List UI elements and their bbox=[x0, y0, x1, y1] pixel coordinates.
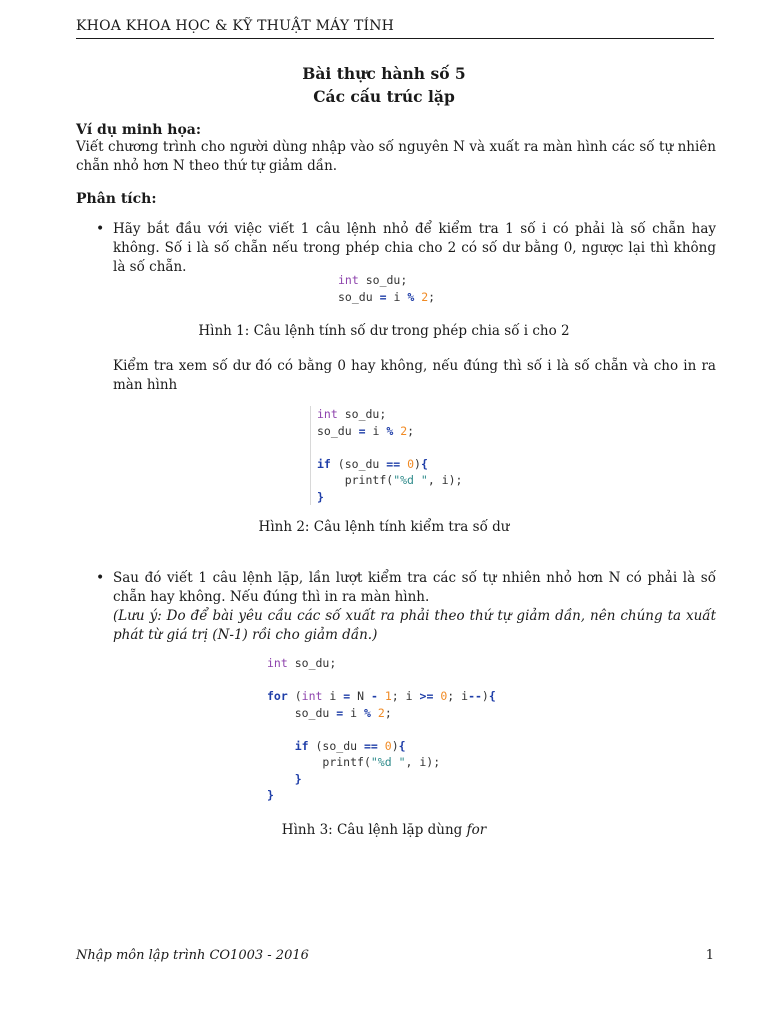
figure-3-caption-keyword: for bbox=[466, 822, 487, 838]
example-heading: Ví dụ minh họa: bbox=[76, 122, 202, 138]
code-figure-3: int so_du; for (int i = N - 1; i >= 0; i--){ so_du = i % 2; if (so_du == 0){ printf("%d ", i); } } bbox=[267, 656, 496, 802]
figure-2-caption: Hình 2: Câu lệnh tính kiểm tra số dư bbox=[258, 519, 510, 535]
bullet-2-text bbox=[113, 569, 716, 645]
figure-1-caption: Hình 1: Câu lệnh tính số dư trong phép chia số i cho 2 bbox=[198, 323, 570, 339]
example-text: Viết chương trình cho người dùng nhập vào số nguyên N và xuất ra màn hình các số tự nhiên chẵn nhỏ hơn N theo thứ tự giảm dần. bbox=[76, 139, 716, 174]
bullet-2-note: (Lưu ý: Do để bài yêu cầu các số xuất ra phải theo thứ tự giảm dần, nên chúng ta xuất phát từ giá trị (N-1) rồi cho giảm dần.) bbox=[113, 608, 716, 643]
bullet-marker: • bbox=[96, 570, 105, 586]
code-figure-1: int so_du; so_du = i % 2; bbox=[338, 273, 436, 304]
code-figure-2: int so_du; so_du = i % 2; if (so_du == 0){ printf("%d ", i); } bbox=[310, 406, 462, 505]
figure-3-caption bbox=[0, 822, 768, 838]
footer-course: Nhập môn lập trình CO1003 - 2016 bbox=[76, 948, 309, 963]
running-header: KHOA KHOA HỌC & KỸ THUẬT MÁY TÍNH bbox=[76, 18, 714, 39]
bullet-marker: • bbox=[96, 221, 105, 237]
check-text: Kiểm tra xem số dư đó có bằng 0 hay không, nếu đúng thì số i là số chẵn và cho in ra màn hình bbox=[113, 358, 716, 393]
figure-3-caption-prefix: Hình 3: Câu lệnh lặp dùng bbox=[281, 822, 463, 838]
bullet-2-main: Sau đó viết 1 câu lệnh lặp, lần lượt kiểm tra các số tự nhiên nhỏ hơn N có phải là số chẵn hay không. Nếu đúng thì in ra màn hình. bbox=[113, 570, 716, 605]
page-number: 1 bbox=[705, 948, 714, 963]
analysis-heading: Phân tích: bbox=[76, 191, 157, 207]
page-subtitle: Các cấu trúc lặp bbox=[313, 87, 455, 106]
page-title: Bài thực hành số 5 bbox=[302, 64, 466, 83]
bullet-1-text: Hãy bắt đầu với việc viết 1 câu lệnh nhỏ để kiểm tra 1 số i có phải là số chẵn hay không. Số i là số chẵn nếu trong phép chia cho 2 có số dư bằng 0, ngược lại thì không là số chẵn. bbox=[113, 221, 716, 275]
